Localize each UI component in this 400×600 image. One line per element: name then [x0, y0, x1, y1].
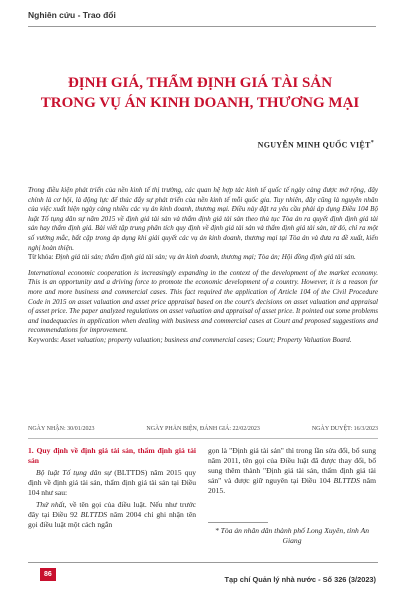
body-paragraph-2: Thứ nhất, về tên gọi của điều luật. Nếu như trước đây tại Điều 92 BLTTDS năm 2004 chỉ ghi nhận tên gọi điều luật một cách ngắn: [28, 500, 196, 529]
date-received: NGÀY NHẬN: 30/01/2023: [28, 426, 95, 432]
abstract-english: International economic cooperation is increasingly expanding in the context of the development of the market economy. This is an opportunity and a driving force to promote the economic development of a country. However, it is a reason for more and more business and commercial cases. This fact required the application of Article 104 of the Civil Procedure Code in 2015 on asset valuation and asset price appraisal based on the court's decisions on asset valuation and appraisal of asset price. The paper analyzed regulations on asset valuation and appraisal of asset price. It pointed out some problems and inadequacies in application when dealing with business and commercial cases at Court and proposed suggestions and recommendations for improvement.: [28, 268, 378, 335]
keywords-en-label: Keywords:: [28, 335, 59, 344]
date-review: NGÀY PHẢN BIỆN, ĐÁNH GIÁ: 22/02/2023: [146, 426, 260, 432]
date-approved: NGÀY DUYỆT: 16/3/2023: [311, 426, 378, 432]
keywords-vietnamese: [28, 253, 378, 263]
article-dates: [28, 426, 378, 432]
article-title: [20, 73, 380, 113]
body-column-left: [28, 446, 196, 532]
keywords-en-text: Asset valuation; property valuation; business and commercial cases; Court; Property Valuation Board.: [60, 335, 352, 344]
author-footnote-mark: *: [370, 140, 374, 146]
author-text: NGUYỄN MINH QUỐC VIỆT: [257, 140, 371, 150]
author-name: [258, 140, 374, 150]
keywords-english: [28, 336, 378, 346]
abstract: [28, 186, 378, 346]
body-paragraph-1: Bộ luật Tố tụng dân sự (BLTTDS) năm 2015 quy định về định giá tài sản, thẩm định giá tài sản tại Điều 104 như sau:: [28, 468, 196, 497]
section-heading: 1. Quy định về định giá tài sản, thẩm định giá tài sản: [28, 446, 196, 465]
header-divider: [28, 26, 376, 27]
dates-divider: [28, 438, 378, 439]
title-line-2: TRONG VỤ ÁN KINH DOANH, THƯƠNG MẠI: [40, 95, 360, 111]
page-number: 86: [40, 568, 56, 581]
body-paragraph-3: gọn là "Định giá tài sản" thì trong lần sửa đổi, bổ sung năm 2011, tên gọi của Điều luật đã được thay đổi, bổ sung thêm thành "Định giá tài sản, thẩm định giá tài sản" và được giữ nguyên tại Điều 104 BLTTDS năm 2015.: [208, 446, 376, 495]
keywords-vi-text: Định giá tài sản; thẩm định giá tài sản; vụ án kinh doanh, thương mại; Tòa án; Hội đồng định giá tài sản.: [55, 253, 356, 262]
keywords-vi-label: Từ khóa:: [28, 253, 54, 262]
author-footnote: * Tòa án nhân dân thành phố Long Xuyên, tỉnh An Giang: [214, 526, 370, 545]
journal-name: Tạp chí Quản lý nhà nước - Số 326 (3/2023): [224, 575, 376, 584]
title-line-1: ĐỊNH GIÁ, THẨM ĐỊNH GIÁ TÀI SẢN: [67, 75, 333, 91]
body-column-right: [208, 446, 376, 498]
footer-divider: [28, 562, 378, 563]
section-label: Nghiên cứu - Trao đổi: [28, 10, 116, 20]
abstract-vietnamese: Trong điều kiện phát triển của nền kinh tế thị trường, các quan hệ hợp tác kinh tế quốc tế ngày càng được mở rộng, đây chính là cơ hội, là động lực để thúc đẩy sự phát triển của nền kinh tế mỗi quốc gia. Tuy nhiên, đây cũng là nguyên nhân của việc xuất hiện ngày càng nhiều các vụ án kinh doanh, thương mại. Điều này đặt ra yêu cầu phải áp dụng Điều 104 Bộ luật Tố tụng dân sự năm 2015 về định giá tài sản và thẩm định giá tài sản theo thủ tục Tòa án ra quyết định định giá tài sản hay thẩm định giá. Bài viết tập trung phân tích quy định về định giá tài sản và thẩm định giá tài sản, từ đó, chỉ ra một số vướng mắc, bất cập trong áp dụng khi giải quyết các vụ án kinh doanh, thương mại tại Tòa án và đưa ra đề xuất, kiến nghị hoàn thiện.: [28, 186, 378, 252]
footnote-divider: [208, 522, 268, 523]
